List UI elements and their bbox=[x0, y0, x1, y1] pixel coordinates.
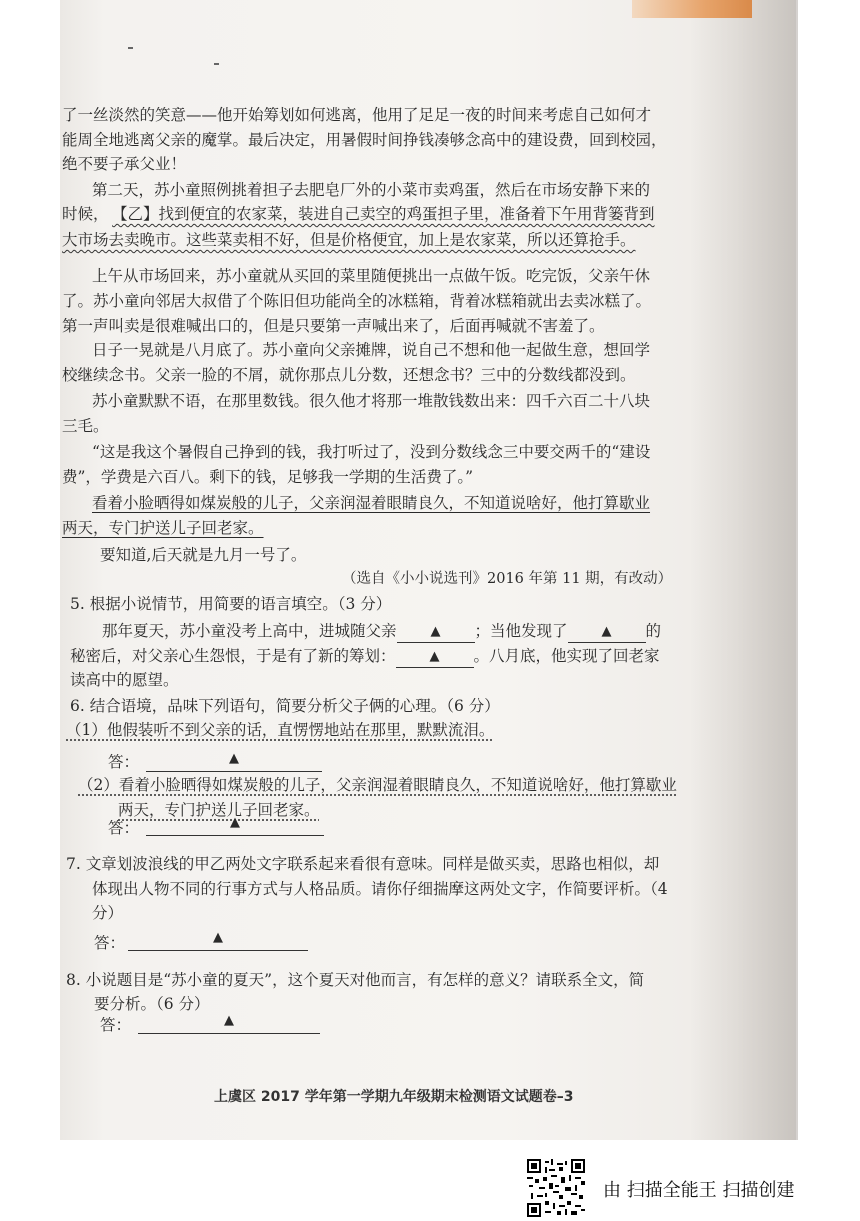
source-citation: （选自《小小说选刊》2016 年第 11 期，有改动） bbox=[342, 571, 673, 587]
passage-line: 时候， bbox=[62, 205, 109, 223]
passage-line: 上午从市场回来，苏小童就从买回的菜里随便挑出一点做午饭。吃完饭，父亲午休 bbox=[92, 267, 651, 285]
q6-title: 6. 结合语境，品味下列语句，简要分析父子俩的心理。（6 分） bbox=[70, 697, 500, 715]
orange-folder-edge bbox=[632, 0, 752, 18]
passage-line: 了一丝淡然的笑意——他开始筹划如何逃离，他用了足足一夜的时间来考虑自己如何才 bbox=[62, 106, 652, 124]
answer-line[interactable]: ▲ bbox=[146, 751, 322, 772]
answer-label: 答： bbox=[94, 934, 126, 952]
q7-line1: 7. 文章划波浪线的甲乙两处文字联系起来看很有意味。同样是做买卖，思路也相似，却 bbox=[66, 855, 660, 873]
passage-line: 苏小童默默不语，在那里数钱。很久他才将那一堆散钱数出来：四千六百二十八块 bbox=[92, 392, 651, 410]
passage-line: 第二天，苏小童照例挑着担子去肥皂厂外的小菜市卖鸡蛋，然后在市场安静下来的 bbox=[92, 181, 651, 199]
q7-line3: 分） bbox=[92, 904, 124, 922]
passage-line: 第一声叫卖是很难喊出口的，但是只要第一声喊出来了，后面再喊就不害羞了。 bbox=[62, 317, 605, 335]
passage-line: 要知道,后天就是九月一号了。 bbox=[100, 546, 307, 564]
speck bbox=[214, 63, 219, 65]
page-footer: 上虞区 2017 学年第一学期九年级期末检测语文试题卷–3 bbox=[214, 1089, 574, 1105]
q5-line2-text: 秘密后，对父亲心生怨恨，于是有了新的筹划： bbox=[70, 647, 396, 665]
answer-label: 答： bbox=[108, 753, 140, 771]
q5-line2 bbox=[70, 646, 660, 669]
passage-line: 三毛。 bbox=[62, 417, 109, 435]
q8-line1: 8. 小说题目是“苏小童的夏天”，这个夏天对他而言，有怎样的意义？请联系全文，简 bbox=[66, 971, 645, 989]
qr-code-icon bbox=[527, 1159, 585, 1217]
q5-line1-text-b: ；当他发现了 bbox=[474, 622, 568, 640]
wavy-underlined-yi: 大市场去卖晚市。这些菜卖相不好，但是价格便宜，加上是农家菜，所以还算抢手。 bbox=[62, 231, 636, 249]
underlined-sentence: 看着小脸晒得如煤炭般的儿子，父亲润湿着眼睛良久，不知道说啥好，他打算歇业 bbox=[92, 494, 651, 512]
passage-line: “这是我这个暑假自己挣到的钱，我打听过了，没到分数线念三中要交两千的“建设 bbox=[92, 443, 651, 461]
scanner-watermark: 由 扫描全能王 扫描创建 bbox=[603, 1180, 795, 1201]
passage-line: 了。苏小童向邻居大叔借了个陈旧但功能尚全的冰糕箱，背着冰糕箱就出去卖冰糕了。 bbox=[62, 292, 652, 310]
passage-line: 绝不要子承父业！ bbox=[62, 155, 187, 173]
answer-line[interactable]: ▲ bbox=[128, 930, 308, 951]
q5-line1-text: 那年夏天，苏小童没考上高中，进城随父亲 bbox=[102, 622, 397, 640]
passage-line: 日子一晃就是八月底了。苏小童向父亲摊牌，说自己不想和他一起做生意，想回学 bbox=[92, 341, 651, 359]
passage-line: 费”，学费是六百八。剩下的钱，足够我一学期的生活费了。” bbox=[62, 468, 474, 486]
q5-title: 5. 根据小说情节，用简要的语言填空。（3 分） bbox=[70, 595, 392, 613]
underlined-sentence: 两天，专门护送儿子回老家。 bbox=[62, 519, 264, 537]
q6-item2-cont: 两天，专门护送儿子回老家。 bbox=[118, 801, 320, 819]
answer-label: 答： bbox=[100, 1016, 132, 1034]
passage-line: 能周全地逃离父亲的魔掌。最后决定，用暑假时间挣钱凑够念高中的建设费，回到校园， bbox=[62, 131, 667, 149]
q8-line2: 要分析。（6 分） bbox=[94, 995, 210, 1013]
passage-line: 校继续念书。父亲一脸的不屑，就你那点儿分数，还想念书？三中的分数线都没到。 bbox=[62, 366, 636, 384]
speck bbox=[128, 47, 133, 49]
paper-shadow-edge bbox=[690, 0, 798, 1140]
q6-item2: （2）看着小脸晒得如煤炭般的儿子，父亲润湿着眼睛良久，不知道说啥好，他打算歇业 bbox=[78, 776, 677, 794]
q5-line1-text-c: 的 bbox=[645, 622, 662, 640]
q6-item1: （1）他假装听不到父亲的话，直愣愣地站在那里，默默流泪。 bbox=[66, 721, 495, 739]
answer-label: 答： bbox=[108, 819, 140, 837]
answer-line[interactable]: ▲ bbox=[146, 815, 324, 836]
q7-line2: 体现出人物不同的行事方式与人格品质。请你仔细揣摩这两处文字，作简要评析。（4 bbox=[92, 880, 668, 898]
q5-line2-text-b: 。八月底，他实现了回老家 bbox=[473, 647, 660, 665]
answer-blank[interactable]: ▲ bbox=[568, 622, 646, 643]
q5-line1 bbox=[102, 621, 661, 644]
answer-blank[interactable]: ▲ bbox=[396, 647, 474, 668]
q5-line3: 读高中的愿望。 bbox=[70, 671, 179, 689]
answer-line[interactable]: ▲ bbox=[138, 1013, 320, 1034]
answer-blank[interactable]: ▲ bbox=[397, 622, 475, 643]
wavy-underlined-yi: 【乙】找到便宜的农家菜，装进自己卖空的鸡蛋担子里，准备着下午用背篓背到 bbox=[112, 205, 655, 223]
